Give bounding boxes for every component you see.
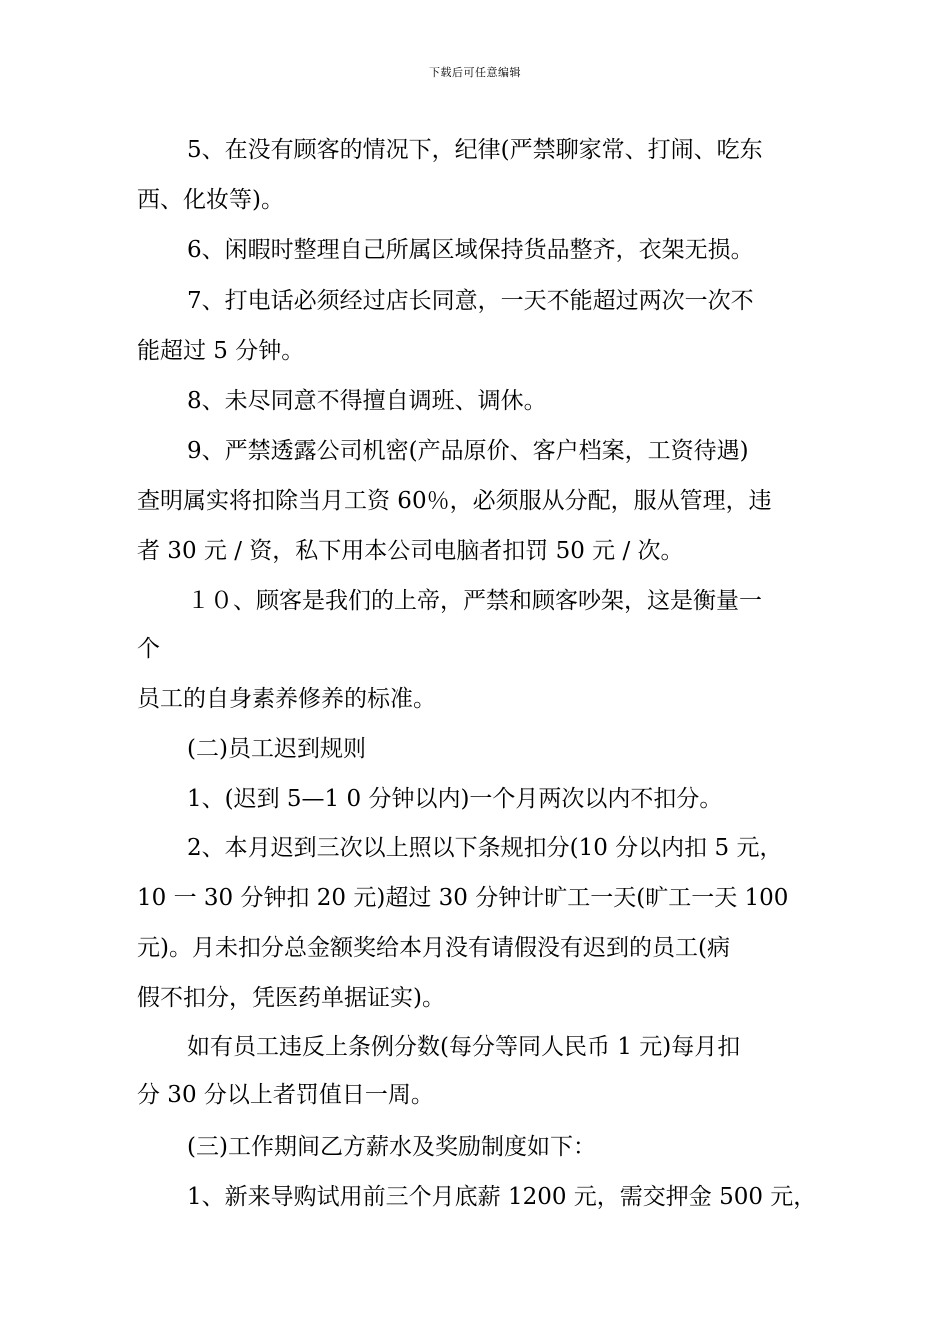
paragraph-line: 8、未尽同意不得擅自调班、调休。: [187, 388, 547, 414]
paragraph-line: 6、闲暇时整理自己所属区域保持货品整齐，衣架无损。: [187, 237, 754, 263]
paragraph-line: 1、(迟到 5—1 0 分钟以内)一个月两次以内不扣分。: [187, 786, 723, 812]
paragraph-line: 元)。月未扣分总金额奖给本月没有请假没有迟到的员工(病: [137, 935, 730, 961]
paragraph-line: 假不扣分，凭医药单据证实)。: [137, 985, 445, 1011]
paragraph-line: 者 30 元 / 资，私下用本公司电脑者扣罚 50 元 / 次。: [137, 538, 684, 564]
section-heading: (二)员工迟到规则: [187, 736, 366, 762]
paragraph-line: 7、打电话必须经过店长同意，一天不能超过两次一次不: [187, 288, 754, 314]
paragraph-line: 1、新来导购试用前三个月底薪 1200 元，需交押金 500 元，: [187, 1184, 817, 1210]
paragraph-line: 个: [137, 636, 160, 662]
paragraph-line: 如有员工违反上条例分数(每分等同人民币 1 元)每月扣: [187, 1034, 741, 1060]
page-header: 下载后可任意编辑: [429, 66, 521, 79]
paragraph-line: 10 一 30 分钟扣 20 元)超过 30 分钟计旷工一天(旷工一天 100: [137, 885, 789, 911]
paragraph-line: 2、本月迟到三次以上照以下条规扣分(10 分以内扣 5 元，: [187, 835, 783, 861]
paragraph-line: 能超过 5 分钟。: [137, 338, 305, 364]
paragraph-line: 查明属实将扣除当月工资 60％，必须服从分配，服从管理，违: [137, 488, 772, 514]
paragraph-line: 5、在没有顾客的情况下，纪律(严禁聊家常、打闹、吃东: [187, 137, 763, 163]
paragraph-line: 员工的自身素养修养的标准。: [137, 686, 436, 712]
paragraph-line: 分 30 分以上者罚值日一周。: [137, 1082, 434, 1108]
section-heading: (三)工作期间乙方薪水及奖励制度如下：: [187, 1134, 596, 1160]
paragraph-line: １０、顾客是我们的上帝，严禁和顾客吵架，这是衡量一: [187, 588, 762, 614]
paragraph-line: 西、化妆等)。: [137, 187, 284, 213]
paragraph-line: 9、严禁透露公司机密(产品原价、客户档案，工资待遇): [187, 438, 749, 464]
